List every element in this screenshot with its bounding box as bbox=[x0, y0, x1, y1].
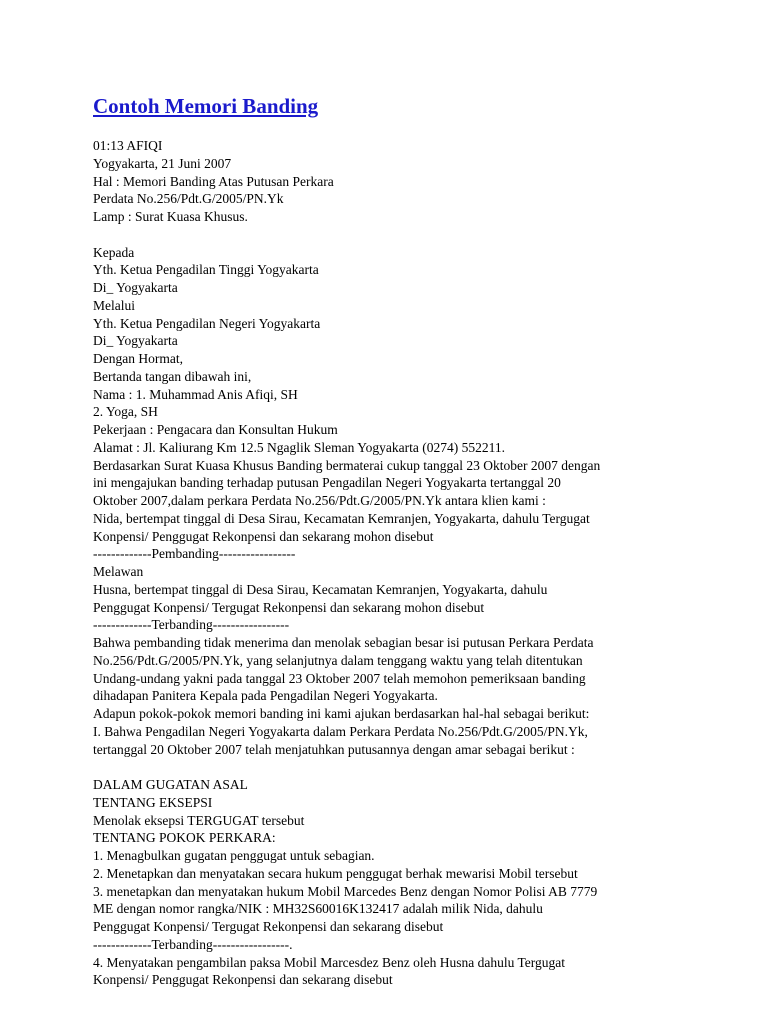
document-line: tertanggal 20 Oktober 2007 telah menjatuhkan putusannya dengan amar sebagai berikut : bbox=[93, 741, 575, 757]
document-line: Nama : 1. Muhammad Anis Afiqi, SH bbox=[93, 386, 298, 402]
document-line: Melawan bbox=[93, 564, 144, 579]
document-line: Dengan Hormat, bbox=[93, 351, 183, 366]
document-line: 01:13 AFIQI bbox=[93, 138, 163, 153]
document-line: DALAM GUGATAN ASAL bbox=[93, 777, 248, 792]
document-line: Lamp : Surat Kuasa Khusus. bbox=[93, 209, 248, 224]
document-line: -------------Terbanding-----------------. bbox=[93, 936, 293, 952]
document-line: ME dengan nomor rangka/NIK : MH32S60016K132417 adalah milik Nida, dahulu bbox=[93, 901, 543, 917]
document-line: 1. Menagbulkan gugatan penggugat untuk sebagian. bbox=[93, 848, 375, 863]
document-body bbox=[93, 137, 753, 989]
document-line: dihadapan Panitera Kepala pada Pengadilan Negeri Yogyakarta. bbox=[93, 688, 438, 704]
post-title-link[interactable]: Contoh Memori Banding bbox=[93, 94, 319, 118]
document-line: No.256/Pdt.G/2005/PN.Yk, yang selanjutnya dalam tenggang waktu yang telah ditentukan bbox=[93, 652, 583, 668]
document-line: ini mengajukan banding terhadap putusan Pengadilan Negeri Yogyakarta tertanggal 20 bbox=[93, 475, 561, 491]
document-line: Yth. Ketua Pengadilan Tinggi Yogyakarta bbox=[93, 262, 319, 278]
document-line: Adapun pokok-pokok memori banding ini kami ajukan berdasarkan hal-hal sebagai berikut: bbox=[93, 706, 590, 721]
document-line: Konpensi/ Penggugat Rekonpensi dan sekarang mohon disebut bbox=[93, 528, 434, 544]
document-line: Yogyakarta, 21 Juni 2007 bbox=[93, 155, 232, 171]
document-line: Pekerjaan : Pengacara dan Konsultan Hukum bbox=[93, 422, 338, 437]
document-line: 2. Menetapkan dan menyatakan secara hukum penggugat berhak mewarisi Mobil tersebut bbox=[93, 865, 578, 881]
document-line: Perdata No.256/Pdt.G/2005/PN.Yk bbox=[93, 191, 284, 207]
document-line: Penggugat Konpensi/ Tergugat Rekonpensi dan sekarang disebut bbox=[93, 919, 444, 934]
document-line: Menolak eksepsi TERGUGAT tersebut bbox=[93, 812, 305, 828]
document-line: Undang-undang yakni pada tanggal 23 Oktober 2007 telah memohon pemeriksaan banding bbox=[93, 670, 586, 686]
document-line: TENTANG POKOK PERKARA: bbox=[93, 830, 276, 846]
document-line: Alamat : Jl. Kaliurang Km 12.5 Ngaglik Sleman Yogyakarta (0274) 552211. bbox=[93, 439, 505, 455]
document-line: 2. Yoga, SH bbox=[93, 404, 158, 420]
document-line: Nida, bertempat tinggal di Desa Sirau, Kecamatan Kemranjen, Yogyakarta, dahulu Tergugat bbox=[93, 510, 590, 526]
document-line: Husna, bertempat tinggal di Desa Sirau, Kecamatan Kemranjen, Yogyakarta, dahulu bbox=[93, 581, 548, 597]
document-line: Bahwa pembanding tidak menerima dan menolak sebagian besar isi putusan Perkara Perdata bbox=[93, 635, 594, 650]
document-line: Yth. Ketua Pengadilan Negeri Yogyakarta bbox=[93, 315, 321, 331]
document-line: 3. menetapkan dan menyatakan hukum Mobil Marcedes Benz dengan Nomor Polisi AB 7779 bbox=[93, 883, 598, 899]
document-line: -------------Pembanding----------------- bbox=[93, 546, 296, 562]
document-line: I. Bahwa Pengadilan Negeri Yogyakarta dalam Perkara Perdata No.256/Pdt.G/2005/PN.Yk, bbox=[93, 723, 588, 739]
document-line: Bertanda tangan dibawah ini, bbox=[93, 368, 252, 384]
document-line: Konpensi/ Penggugat Rekonpensi dan sekarang disebut bbox=[93, 972, 393, 988]
document-line: Berdasarkan Surat Kuasa Khusus Banding bermaterai cukup tanggal 23 Oktober 2007 dengan bbox=[93, 457, 601, 473]
document-line: -------------Terbanding----------------- bbox=[93, 617, 290, 633]
document-line: Di_ Yogyakarta bbox=[93, 280, 178, 295]
document-line: Kepada bbox=[93, 244, 135, 260]
document-line: Hal : Memori Banding Atas Putusan Perkara bbox=[93, 173, 334, 189]
document-line bbox=[93, 758, 753, 776]
document-line: TENTANG EKSEPSI bbox=[93, 794, 213, 810]
document-line: Melalui bbox=[93, 297, 135, 313]
document-line bbox=[93, 226, 753, 244]
document-line: Oktober 2007,dalam perkara Perdata No.256/Pdt.G/2005/PN.Yk antara klien kami : bbox=[93, 493, 546, 508]
document-line: Penggugat Konpensi/ Tergugat Rekonpensi dan sekarang mohon disebut bbox=[93, 599, 485, 615]
document-line: Di_ Yogyakarta bbox=[93, 333, 178, 349]
document-line: 4. Menyatakan pengambilan paksa Mobil Marcesdez Benz oleh Husna dahulu Tergugat bbox=[93, 954, 566, 970]
